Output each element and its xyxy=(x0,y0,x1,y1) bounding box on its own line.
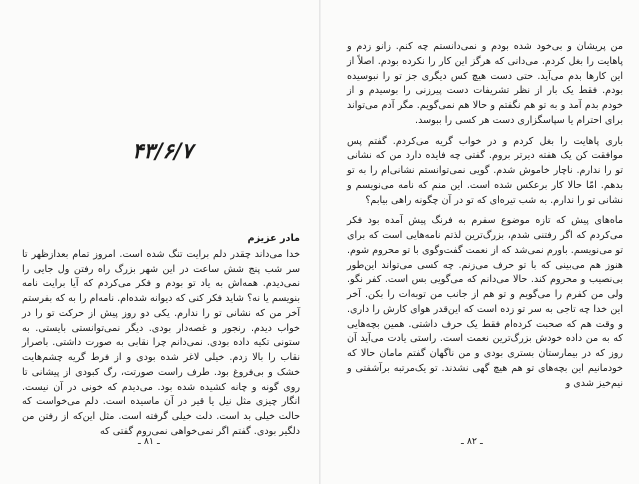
paragraph: خدا می‌داند چقدر دلم برایت تنگ شده است. امروز تمام بعدازظهر تا سر شب پنج شش ساعت در این شهر بزرگ راه رفتن ول جایی را نمی‌دیدم. همه‌اش به یاد تو بودم و فکر می‌کردم که آیا برایت نامه بنویسم یا نه؟ شاید فکر کنی که دیوانه شده‌ام. نامه‌ام را به که بفرستم آخر من که نشانی تو را ندارم. یکی دو روز پیش از حرکت تو را در خواب دیدم. رنجور و غصه‌دار بودی. دیگر نمی‌توانستی بایستی. به ستونی تکیه داده بودی. نمی‌دانم چرا نقابی به صورت داشتی. باصرار نقاب را بالا زدم. خیلی لاغر شده بودی و از فرط گریه چشم‌هایت خشک و بی‌فروغ بود. طرف راست صورتت، رگ کبودی از پیشانی تا روی گونه و چانه کشیده شده بود. می‌دیدم که خونی در آن نیست. انگار چیزی مثل نیل یا قیر در آن ماسیده است. دلم می‌خواست که حالت خیلی بد است. دلت خیلی گرفته است. مثل این‌که از رفتن من دلگیر بودی. گفتم اگر نمی‌خواهی نمی‌روم گفتی که xyxy=(22,248,300,437)
letter-date-heading: ۴۳/۶/۷ xyxy=(132,138,193,163)
paragraph: باری پاهایت را بغل کردم و در خواب گریه می‌کردم. گفتم پس موافقت کن یک هفته دیرتر بروم. گفتی چه فایده دارد من که نشانی تو را ندارم. ناچار خاموش شدم. گویی نمی‌توانستم نشانی‌ام را به تو بدهم. امّا حالا کار برعکس شده است. این منم که نامه می‌نویسم و نشانی تو را ندارم. به شب تیره‌ای که تو در آن چگونه راهی بیابم؟ xyxy=(347,135,623,206)
page-text-column xyxy=(347,40,623,391)
page-number: ـ ۸۲ ـ xyxy=(461,436,483,447)
page-number: ـ ۸۱ ـ xyxy=(138,436,160,447)
paragraph: ماه‌های پیش که تازه موضوع سفرم به فرنگ پیش آمده بود فکر می‌کردم که اگر رفتنی شدم، بزرگ‌ترین لذتم نامه‌هایی است که برای تو می‌نویسم. باورم نمی‌شد که از نعمت گفت‌وگوی با تو محروم شوم. هنوز هم می‌بینی که با تو حرف می‌زنم. چه کسی می‌تواند این‌طور بی‌نصیب و محروم کند. حالا می‌دانم که می‌گویی بس است. کفر نگو. ولی من کفرم را می‌گویم و تو هم از جانب من توبه‌ات را بکن. آخر این خدا چه تاجی به سر تو زده است که این‌قدر هوای کارش را داری. و وقت هم که صحبت کرده‌ام فقط یک حرف داشتی. همین بچه‌هایی که به من داده خودش بزرگ‌ترین نعمت است. راستی یادت می‌آید آن روز که در بیمارستان بستری بودی و من ناگهان گفتم مامان حالا که خودمانیم این بچه‌های تو هم هیچ گهی نشدند. تو یک‌مرتبه برآشفتی و نیم‌خیز شدی و xyxy=(347,215,623,389)
paragraph: من پریشان و بی‌خود شده بودم و نمی‌دانستم چه کنم. زانو زدم و پاهایت را بغل کردم. می‌دانی که هرگز این کار را نکرده بودم. اصلاً از این کارها بدم می‌آید. حتی دست هیچ کس دیگری جز تو را نبوسیده بودم. فقط یک بار از نظر تشریفات دست پیرزنی را بوسیدم و از خودم بدم آمد و به تو هم نگفتم و حالا هم نمی‌گویم. مگر آدم می‌تواند برای احترام یا سپاسگزاری دست هر کسی را ببوسد. xyxy=(347,41,623,126)
salutation: مادر عزیزم xyxy=(247,233,300,244)
page-81 xyxy=(0,0,319,484)
page-82 xyxy=(321,0,639,484)
letter-body xyxy=(22,232,300,440)
